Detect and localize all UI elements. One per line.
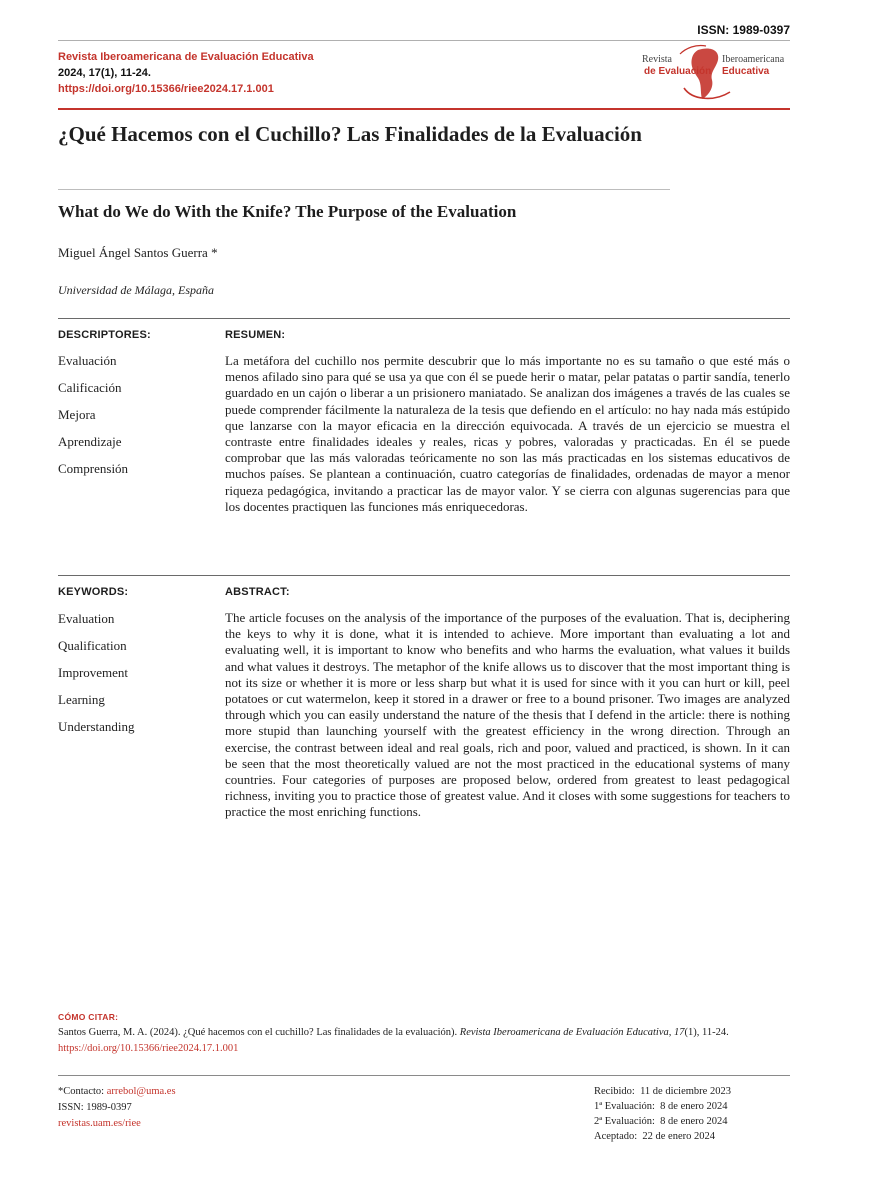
keywords-list [58,610,135,745]
title-divider [58,189,670,190]
issn-header: ISSN: 1989-0397 [697,23,790,37]
citation-doi-link[interactable]: https://doi.org/10.15366/riee2024.17.1.001 [58,1043,239,1054]
summary-text: La metáfora del cuchillo nos permite descubrir que lo más importante no es su tamaño o que esté más o menos afilado sino para qué se usa ya que con él se puede herir o matar, pelar patatas o partir sandía, tenerlo guardado en un cajón o liberar a un prisionero maniatado. Se analizan dos imágenes a través de las cuales se puede comprender fácilmente la naturaleza de la tesis que defiendo en el artículo: no hay nada más estúpido que lanzarse con la mayor eficacia en la dirección equivocada. A través de un ejercicio se muestra el contraste entre finalidades ideales y reales, ricas y pobres, valoradas y practicadas. En él se puede comprobar que las más valoradas teóricamente no son las más practicadas en los sistemas educativos de muchos países. Se plantean a continuación, cuatro categorías de finalidades, ordenadas de mayor a menor riqueza pedagógica, invitando a practicar las de mayor valor. Y se cierra con algunas sugerencias para que los docentes practiquen las funciones más enriquecedoras. [225,353,790,514]
keyword-item: Learning [58,692,105,707]
title-english: What do We do With the Knife? The Purpose of the Evaluation [58,202,517,221]
citation-text: Santos Guerra, M. A. (2024). ¿Qué hacemos con el cuchillo? Las finalidades de la evaluación). [58,1027,460,1038]
summary-label: RESUMEN: [225,329,286,341]
website-link[interactable]: revistas.uam.es/riee [58,1118,141,1129]
author: Miguel Ángel Santos Guerra * [58,245,218,260]
affiliation: Universidad de Málaga, España [58,283,214,297]
descriptor-item: Evaluación [58,353,117,368]
date-first-evaluation: 1ª Evaluación: 8 de enero 2024 [594,1101,728,1112]
title-spanish: ¿Qué Hacemos con el Cuchillo? Las Finalidades de la Evaluación [58,122,642,146]
descriptor-item: Comprensión [58,461,129,476]
abstract-label: ABSTRACT: [225,586,290,598]
keywords-label: KEYWORDS: [58,586,129,598]
footer-issn: ISSN: 1989-0397 [58,1102,132,1113]
section-divider-spanish [58,318,790,319]
footer-divider [58,1075,790,1076]
footer-contact-block [58,1084,176,1132]
footer-dates [594,1084,731,1144]
descriptor-item: Aprendizaje [58,434,122,449]
logo-text-educativa: Educativa [722,66,770,77]
citation [58,1025,790,1057]
header-divider [58,40,790,41]
header-red-rule [58,108,790,110]
citation-issue-pages: (1), 11-24. [684,1027,729,1038]
date-accepted: Aceptado: 22 de enero 2024 [594,1131,716,1142]
descriptor-item: Mejora [58,407,96,422]
descriptors-list [58,352,128,487]
journal-name: Revista Iberoamericana de Evaluación Educativa [58,51,314,63]
citation-label: CÓMO CITAR: [58,1012,119,1022]
logo-text-revista: Revista [642,54,672,65]
date-received: Recibido: 11 de diciembre 2023 [594,1086,731,1097]
descriptors-label: DESCRIPTORES: [58,329,151,341]
doi-link[interactable]: https://doi.org/10.15366/riee2024.17.1.001 [58,83,274,95]
date-second-evaluation: 2ª Evaluación: 8 de enero 2024 [594,1116,728,1127]
keyword-item: Evaluation [58,611,115,626]
volume-line: 2024, 17(1), 11-24. [58,67,151,79]
logo-text-iberoamericana: Iberoamericana [722,54,785,65]
section-divider-english [58,575,790,576]
contact-email-link[interactable]: arrebol@uma.es [106,1086,176,1097]
citation-journal: Revista Iberoamericana de Evaluación Educativa, 17 [459,1027,685,1038]
journal-logo [640,44,790,102]
descriptor-item: Calificación [58,380,122,395]
journal-meta [58,49,314,97]
abstract-text: The article focuses on the analysis of the importance of the purposes of the evaluation. That is, deciphering the keys to why it is done, what it is intended to achieve. More important than evaluating a lot and evaluating well, it is important to know who benefits and who harms the evaluation, what values it builds and what values it destroys. The metaphor of the knife allows us to discover that the most important thing is not its size or whether it is more or less sharp but what it is used for since with it you can hurt or kill, peel potatoes or cut watermelon, keep it stored in a drawer or free to a bound prisoner. Two images are analyzed through which you can easily understand the nature of the thesis that I defend in the article: there is nothing more stupid than launching yourself with the greatest efficiency in the wrong direction. Through an exercise, the contrast between ideal and real goals, rich and poor, valued and practiced, is shown. In it can be seen that the most theoretically valued are not the most practiced in the educational systems of many countries. Four categories of purposes are proposed below, ordered from greatest to least pedagogical richness, inviting you to practice those of greatest value. And it closes with some suggestions for teachers to practice the most enriching functions. [225,610,790,820]
keyword-item: Understanding [58,719,135,734]
keyword-item: Qualification [58,638,127,653]
keyword-item: Improvement [58,665,129,680]
logo-text-evaluacion: de Evaluación [644,66,712,77]
contact-label: *Contacto: [58,1086,107,1097]
